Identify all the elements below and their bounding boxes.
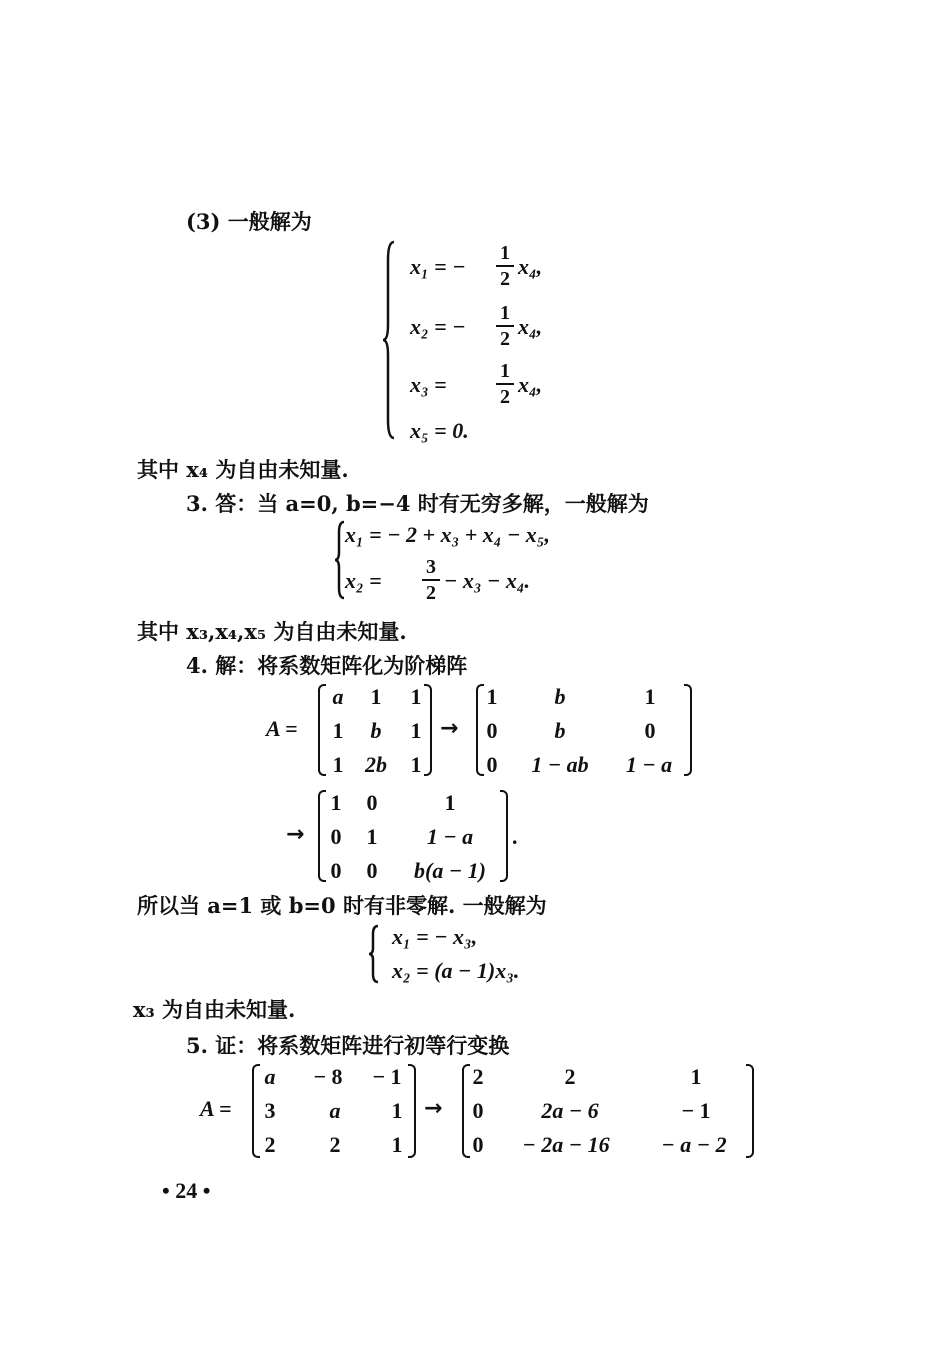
sys1-row1-tail: x₄, xyxy=(518,254,543,279)
matrix-cell: 0 xyxy=(472,1132,484,1157)
matrix-cell: 0 xyxy=(486,718,498,743)
matrix-cell: 0 xyxy=(366,790,378,815)
matrix-cell: 1 xyxy=(690,1064,702,1089)
sys1-row2: x₂ = − xyxy=(410,314,466,339)
sys3-row1: x₁ = − x₃, xyxy=(392,924,478,949)
matrix-cell: 0 xyxy=(644,718,656,743)
matrix-period: . xyxy=(512,824,518,849)
matrix-cell: 2 xyxy=(472,1064,484,1089)
matrix-cell: 1 − a xyxy=(426,824,474,849)
matrix-cell: 1 xyxy=(486,684,498,709)
q3-line: 3. 答：当 a=0, b=−4 时有无穷多解，一般解为 xyxy=(186,491,649,516)
left-brace xyxy=(368,924,380,984)
matrix-cell: 0 xyxy=(486,752,498,777)
arrow-icon: → xyxy=(440,716,459,741)
q5-line: 5. 证：将系数矩阵进行初等行变换 xyxy=(186,1033,510,1058)
matrix-cell: 1 xyxy=(410,684,422,709)
fraction-half: 1 2 xyxy=(496,242,514,290)
fraction-half: 1 2 xyxy=(496,302,514,350)
matrix-cell: 1 xyxy=(332,718,344,743)
sys2-row1: x₁ = − 2 + x₃ + x₄ − x₅, xyxy=(345,522,550,547)
arrow-icon: → xyxy=(286,822,305,847)
matrix-bracket-left xyxy=(318,684,326,776)
left-brace xyxy=(382,240,396,440)
matrix-cell: 1 xyxy=(330,790,342,815)
matrix-cell: 2 xyxy=(564,1064,576,1089)
matrix-cell: 0 xyxy=(472,1098,484,1123)
matrix-bracket-right xyxy=(500,790,508,882)
sys1-row3: x₃ = xyxy=(410,372,447,397)
matrix-cell: − 2a − 16 xyxy=(522,1132,610,1157)
matrix-cell: − 1 xyxy=(372,1064,402,1089)
free-vars-1: 其中 x₄ 为自由未知量. xyxy=(137,457,349,482)
matrix-cell: 3 xyxy=(264,1098,276,1123)
matrix-cell: 0 xyxy=(330,858,342,883)
sys1-row3-tail: x₄, xyxy=(518,372,543,397)
matrix-cell: 1 xyxy=(644,684,656,709)
matrix-cell: 2a − 6 xyxy=(541,1098,599,1123)
matrix-cell: 1 xyxy=(410,718,422,743)
matrix-cell: b xyxy=(370,718,382,743)
matrix-cell: 1 xyxy=(391,1132,403,1157)
sys2-row2-tail: − x₃ − x₄. xyxy=(444,568,531,593)
matrix-cell: b xyxy=(554,684,566,709)
fraction-three-halves: 3 2 xyxy=(422,556,440,604)
matrix-cell: a xyxy=(329,1098,341,1123)
matrix-cell: 2b xyxy=(365,752,387,777)
matrix-cell: 1 xyxy=(332,752,344,777)
matrix-cell: 1 xyxy=(444,790,456,815)
matrix-cell: 0 xyxy=(330,824,342,849)
arrow-icon: → xyxy=(424,1096,443,1121)
matrix-cell: 2 xyxy=(329,1132,341,1157)
matrix-cell: 1 − ab xyxy=(531,752,589,777)
sys1-row4: x₅ = 0. xyxy=(410,418,469,443)
sys2-row2-head: x₂ = xyxy=(345,568,382,593)
matrix-cell: 1 xyxy=(366,824,378,849)
matrix-cell: − a − 2 xyxy=(661,1132,727,1157)
matrix-cell: b(a − 1) xyxy=(414,858,486,883)
matrix-cell: a xyxy=(332,684,344,709)
sys1-row1: x₁ = − xyxy=(410,254,466,279)
matrix-cell: 1 xyxy=(370,684,382,709)
matrix-cell: 0 xyxy=(366,858,378,883)
matrix-cell: 2 xyxy=(264,1132,276,1157)
free-vars-3: x₃ 为自由未知量. xyxy=(133,997,296,1022)
matrix-lhs: A = xyxy=(266,716,298,741)
sys3-row2: x₂ = (a − 1)x₃. xyxy=(392,958,520,983)
matrix-cell: 1 xyxy=(410,752,422,777)
matrix-lhs: A = xyxy=(200,1096,232,1121)
fraction-half: 1 2 xyxy=(496,360,514,408)
matrix-cell: − 8 xyxy=(313,1064,343,1089)
page-number: • 24 • xyxy=(162,1178,211,1203)
q4-condition: 所以当 a=1 或 b=0 时有非零解. 一般解为 xyxy=(137,893,547,918)
matrix-cell: b xyxy=(554,718,566,743)
matrix-cell: − 1 xyxy=(681,1098,711,1123)
matrix-cell: 1 xyxy=(391,1098,403,1123)
item3-heading: (3) 一般解为 xyxy=(186,209,312,234)
matrix-cell: 1 − a xyxy=(625,752,673,777)
free-vars-2: 其中 x₃,x₄,x₅ 为自由未知量. xyxy=(137,619,407,644)
q4-line: 4. 解：将系数矩阵化为阶梯阵 xyxy=(186,653,468,678)
sys1-row2-tail: x₄, xyxy=(518,314,543,339)
matrix-cell: a xyxy=(264,1064,276,1089)
